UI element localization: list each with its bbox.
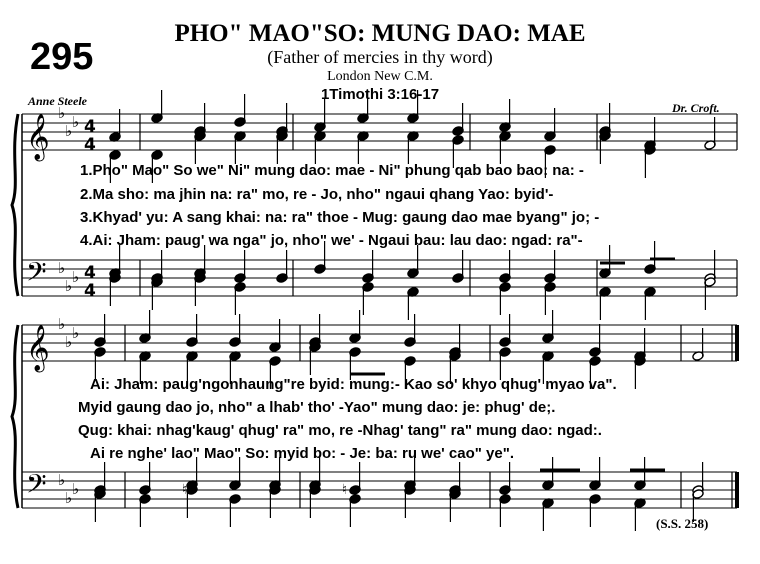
flat-sign-icon: ♭ [58,471,66,489]
lyric-line-2-verse-2: Myid gaung dao jo, nho" a lhab' tho' -Yao" mung dao: je: phug' de;. [78,399,556,416]
natural-sign-icon: ♮ [342,482,348,498]
treble-clef-icon: 𝄞 [26,325,50,371]
time-sig-bottom: 4 [84,281,96,301]
flat-sign-icon: ♭ [58,104,66,122]
lyricist-credit: Anne Steele [28,94,87,108]
lyric-line-2-verse-4: Ai re nghe' lao" Mao" So: myid bo: - Je: ba: ru we' cao" ye". [90,445,514,462]
system-brace [12,325,18,508]
time-sig-top: 4 [84,263,96,283]
hymn-title: PHO" MAO"SO: MUNG DAO: MAE [174,20,586,47]
treble-clef-icon: 𝄞 [26,114,50,160]
lyric-line-verse-1: 1.Pho" Mao" So we" Ni" mung dao: mae - Ni" phung qab bao bao: na: - [80,162,584,179]
flat-sign-icon: ♭ [72,113,80,131]
flat-sign-icon: ♭ [72,268,80,286]
flat-sign-icon: ♭ [65,489,73,507]
flat-sign-icon: ♭ [65,333,73,351]
lyric-line-2-verse-1: Ai: Jham: paug'ngonhaung"re byid: mung:- Kao so' khyo qhug' myao va". [90,376,617,393]
lyric-line-verse-4: 4.Ai: Jham: paug' wa nga" jo, nho" we' - Ngaui bau: lau dao: ngad: ra"- [80,232,583,249]
notation-layer [12,90,737,531]
lyric-line-verse-2: 2.Ma sho: ma jhin na: ra" mo, re - Jo, nho" ngaui qhang Yao: byid'- [80,186,554,203]
hymn-subtitle: (Father of mercies in thy word) [267,47,493,67]
flat-sign-icon: ♭ [65,277,73,295]
flat-sign-icon: ♭ [58,315,66,333]
flat-sign-icon: ♭ [58,259,66,277]
bass-clef-icon: 𝄢 [26,468,47,506]
flat-sign-icon: ♭ [65,122,73,140]
time-sig-bottom: 4 [84,135,96,155]
composer-credit: Dr. Croft. [672,101,720,115]
scripture-reference: 1Timothi 3:16-17 [320,86,440,103]
flat-sign-icon: ♭ [72,324,80,342]
bass-clef-icon: 𝄢 [26,256,47,294]
natural-sign-icon: ♮ [182,482,188,498]
flat-sign-icon: ♭ [72,480,80,498]
system-brace [12,114,18,296]
hymn-number: 295 [30,36,94,78]
time-sig-top: 4 [84,117,96,137]
lyric-line-verse-3: 3.Khyad' yu: A sang khai: na: ra" thoe - Mug: gaung dao mae byang" jo; - [80,209,600,226]
tune-name: London New C.M. [327,69,433,84]
source-reference: (S.S. 258) [656,516,709,531]
lyric-line-2-verse-3: Qug: khai: nhag'kaug' qhug' ra" mo, re -Nhag' tang" ra" mung dao: ngad:. [78,422,602,439]
